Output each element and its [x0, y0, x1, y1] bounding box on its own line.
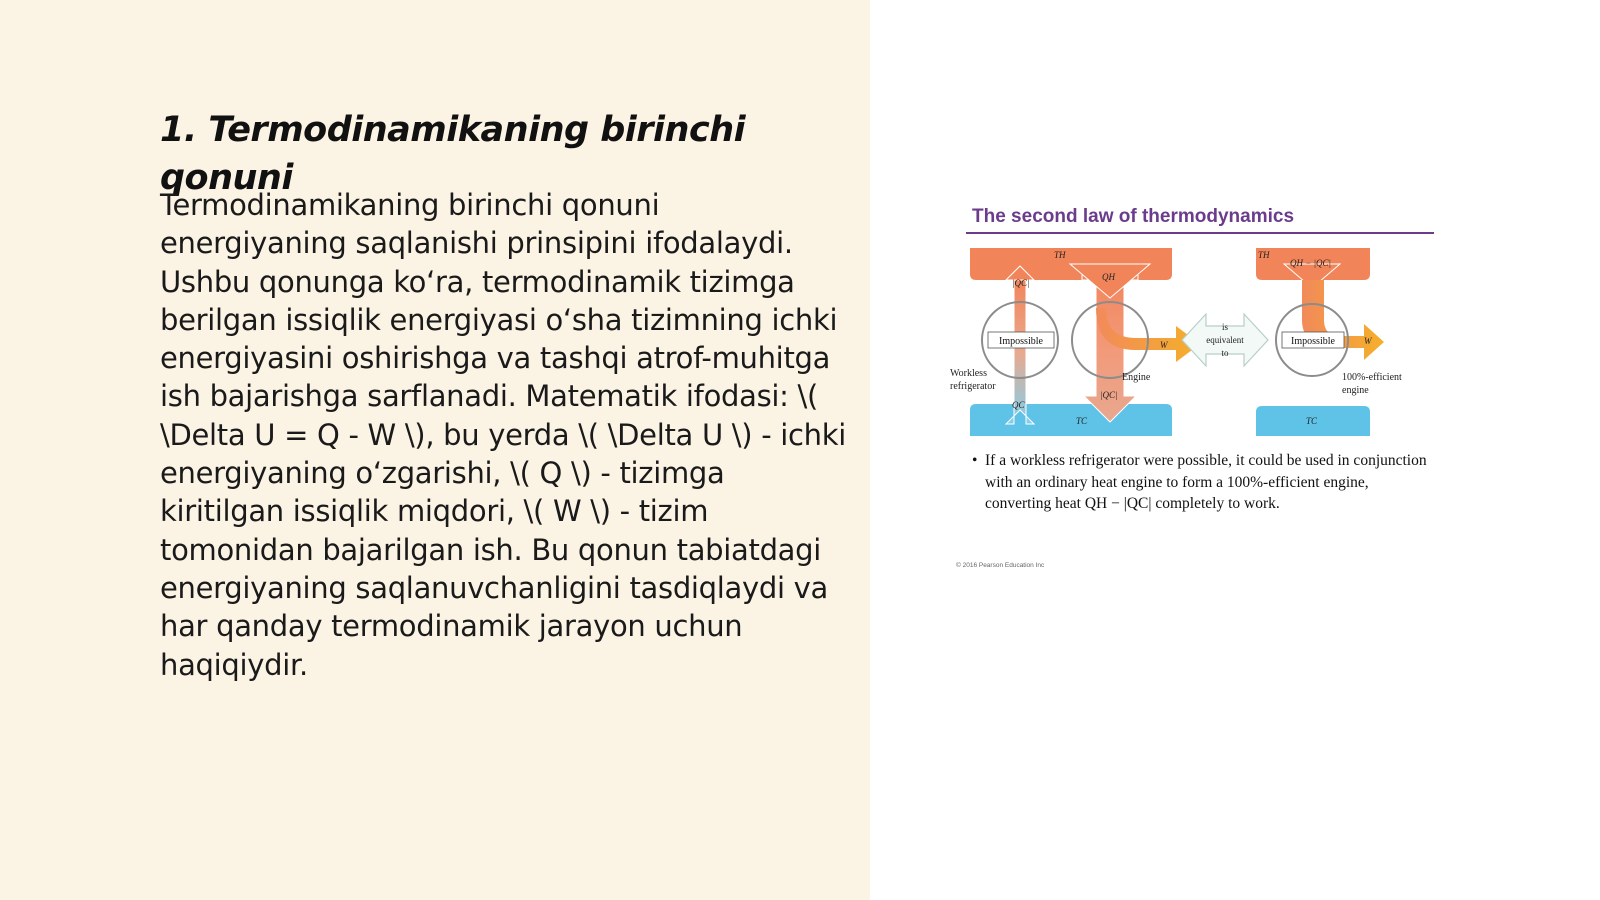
refrigerator-label: refrigerator [950, 381, 996, 392]
figure-copyright: © 2016 Pearson Education Inc [956, 562, 1045, 569]
impossible-label-right: Impossible [1291, 336, 1335, 347]
cold-reservoir-left [970, 404, 1172, 436]
heat-engine-diagram [950, 236, 1440, 446]
figure-title-rule [966, 232, 1434, 234]
w-label-right: W [1364, 336, 1372, 346]
is-label: is [1221, 322, 1229, 332]
engine-label: Engine [1122, 372, 1151, 383]
thermodynamics-figure [950, 200, 1440, 580]
t-cold-label-right: TC [1306, 416, 1318, 426]
impossible-label-left: Impossible [999, 336, 1043, 347]
qh-label: QH [1102, 272, 1115, 282]
t-hot-label-left: TH [1054, 250, 1066, 260]
t-cold-label-left: TC [1076, 416, 1088, 426]
equivalent-label: equivalent [1206, 335, 1244, 345]
to-label: to [1221, 348, 1229, 358]
workless-label: Workless [950, 368, 987, 379]
efficient-label-1: 100%-efficient [1342, 372, 1402, 383]
w-label-left: W [1160, 340, 1168, 350]
qc-abs-label-engine: |QC| [1100, 390, 1118, 400]
figure-title: The second law of thermodynamics [972, 206, 1295, 227]
slide-body-text: Termodinamikaning birinchi qonuni energiyaning saqlanishi prinsipini ifodalaydi. Ushbu qonunga ko‘ra, termodinamik tizimga berilgan issiqlik energiyasi o‘sha tizimning ichki energiyasini oshirishga va tashqi atrof-muhitga ish bajarishga sarflanadi. Matematik ifodasi: \( \Delta U = Q - W \), bu yerda \( \Delta U \) - ichki energiyaning o‘zgarishi, \( Q \) - tizimga kiritilgan issiqlik miqdori, \( W \) - tizim tomonidan bajarilgan ish. Bu qonun tabiatdagi energiyaning saqlanuvchanligini tasdiqlaydi va har qanday termodinamik jarayon uchun haqiqiydir. [160, 188, 847, 682]
qh-minus-qc-label: QH − |QC| [1290, 258, 1332, 268]
figure-caption [972, 450, 1432, 515]
slide-title: 1. Termodinamikaning birinchi qonuni [160, 110, 746, 198]
qc-label-refrigerator: QC [1012, 400, 1025, 410]
efficient-label-2: engine [1342, 385, 1369, 396]
qc-abs-label-refrigerator: |QC| [1012, 278, 1030, 288]
figure-caption-text: If a workless refrigerator were possible, it could be used in conjunction with an ordinary heat engine to form a 100%-efficient engine, converting heat QH − |QC| completely to work. [985, 452, 1427, 512]
t-hot-label-right: TH [1258, 250, 1270, 260]
bullet-icon: • [972, 452, 978, 469]
